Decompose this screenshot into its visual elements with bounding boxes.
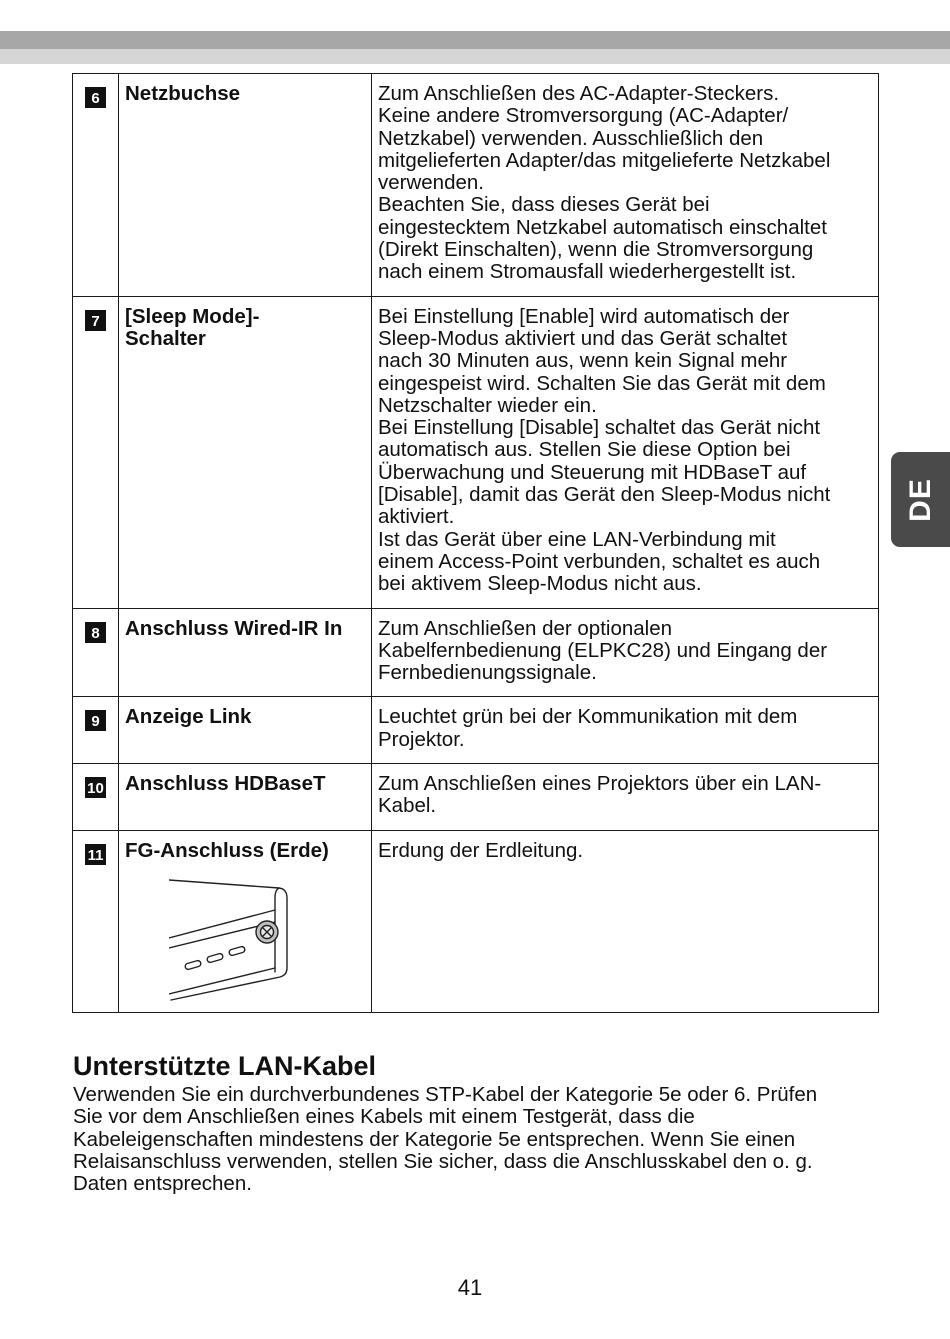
item-name: FG-Anschluss (Erde) bbox=[125, 838, 329, 862]
item-name: Anschluss Wired-IR In bbox=[119, 608, 372, 697]
section-body: Verwenden Sie ein durchverbundenes STP-Kabel der Kategorie 5e oder 6. Prüfen Sie vor dem Anschließen eines Kabels mit einem Testgerät, dass die Kabeleigenschaften mindestens der Kategorie 5e entsprechen. Wenn Sie einen Relaisanschluss verwenden, stellen Sie sicher, dass die Anschlusskabel den o. g. Daten entsprechen. bbox=[73, 1083, 818, 1196]
item-description: Zum Anschließen des AC-Adapter-Steckers. Keine andere Stromversorgung (AC-Adapter/ Netzkabel) verwenden. Ausschließlich den mitgelieferten Adapter/das mitgelieferte Netzkabel verwenden. Beachten Sie, dass dieses Gerät bei eingestecktem Netzkabel automatisch einschaltet (Direkt Einschalten), wenn die Stromversorgung nach einem Stromausfall wiederhergestellt ist. bbox=[372, 74, 879, 297]
item-number-badge: 8 bbox=[85, 622, 106, 643]
header-band-light bbox=[0, 49, 950, 64]
item-description: Zum Anschließen eines Projektors über ein LAN- Kabel. bbox=[372, 764, 879, 831]
item-name: Netzbuchse bbox=[119, 74, 372, 297]
item-name: Anzeige Link bbox=[119, 697, 372, 764]
language-tab-label: DE bbox=[903, 477, 937, 522]
table-row bbox=[73, 74, 879, 297]
component-table bbox=[72, 73, 879, 1013]
table-row bbox=[73, 296, 879, 608]
header-band-dark bbox=[0, 31, 950, 49]
page-number: 41 bbox=[457, 1275, 483, 1300]
item-number-badge: 7 bbox=[85, 310, 106, 331]
table-row bbox=[73, 764, 879, 831]
language-tab bbox=[891, 452, 950, 547]
item-number-badge: 11 bbox=[85, 844, 106, 865]
table-row bbox=[73, 697, 879, 764]
item-number-badge: 6 bbox=[85, 87, 106, 108]
item-name: [Sleep Mode]- Schalter bbox=[119, 296, 372, 608]
item-name: Anschluss HDBaseT bbox=[119, 764, 372, 831]
item-number-badge: 10 bbox=[85, 777, 106, 798]
item-description: Zum Anschließen der optionalen Kabelfernbedienung (ELPKC28) und Eingang der Fernbedienungssignale. bbox=[372, 608, 879, 697]
item-description: Leuchtet grün bei der Kommunikation mit dem Projektor. bbox=[372, 697, 879, 764]
ground-terminal-illustration bbox=[169, 876, 293, 1004]
item-number-badge: 9 bbox=[85, 710, 106, 731]
table-row bbox=[73, 830, 879, 1012]
section-title: Unterstützte LAN-Kabel bbox=[73, 1051, 377, 1081]
item-description: Erdung der Erdleitung. bbox=[372, 830, 879, 1012]
item-description: Bei Einstellung [Enable] wird automatisch der Sleep-Modus aktiviert und das Gerät schaltet nach 30 Minuten aus, wenn kein Signal mehr eingespeist wird. Schalten Sie das Gerät mit dem Netzschalter wieder ein. Bei Einstellung [Disable] schaltet das Gerät nicht automatisch aus. Stellen Sie diese Option bei Überwachung und Steuerung mit HDBaseT auf [Disable], damit das Gerät den Sleep-Modus nicht aktiviert. Ist das Gerät über eine LAN-Verbindung mit einem Access-Point verbunden, schaltet es auch bei aktivem Sleep-Modus nicht aus. bbox=[372, 296, 879, 608]
table-row bbox=[73, 608, 879, 697]
